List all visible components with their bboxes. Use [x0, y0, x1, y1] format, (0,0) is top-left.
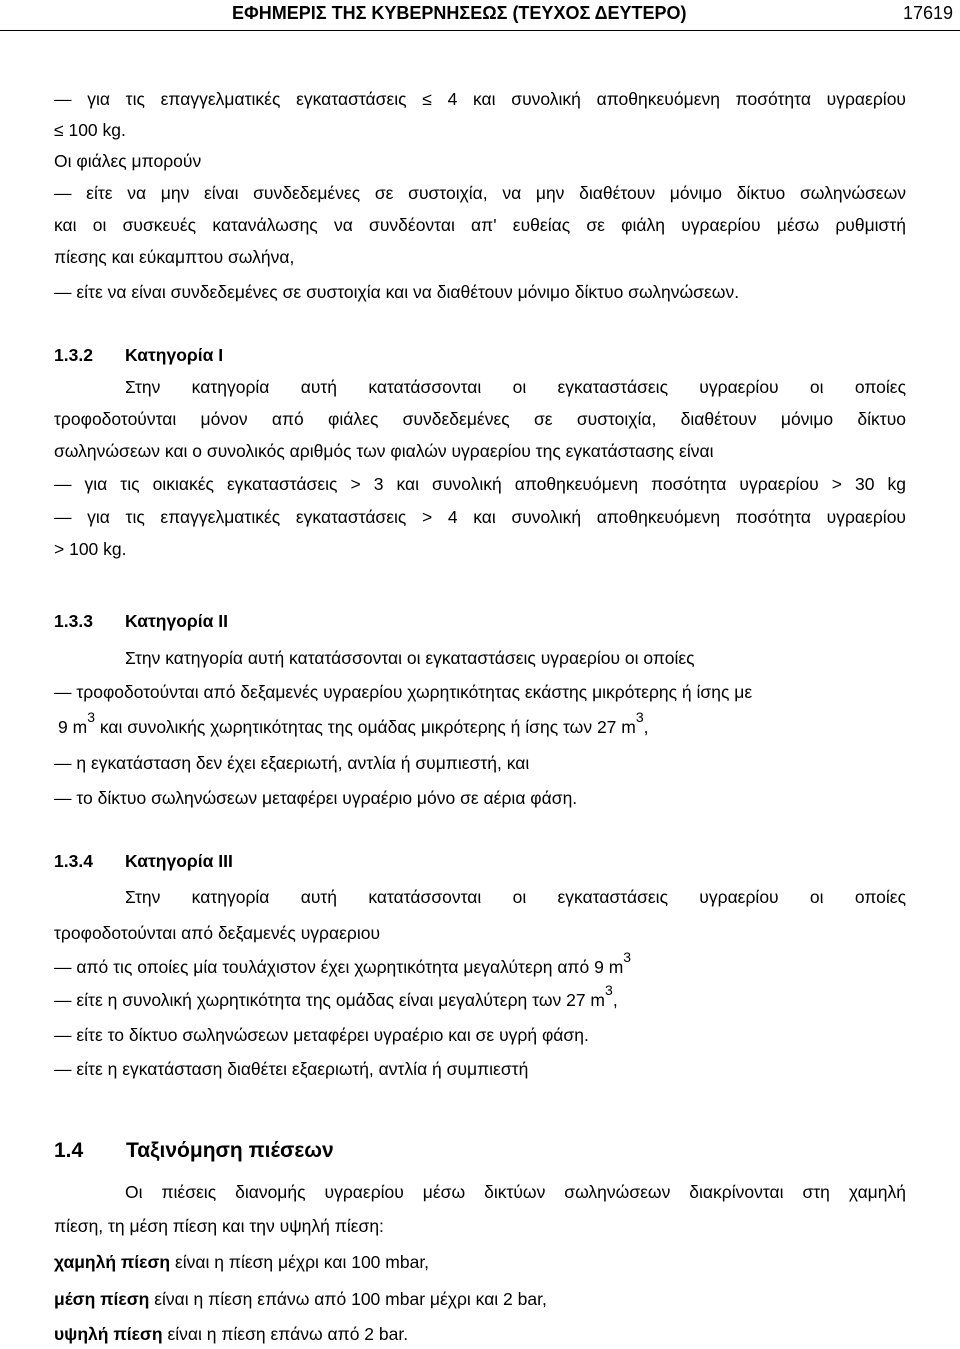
term-low-pressure: χαμηλή πίεση [54, 1252, 171, 1272]
text-run: και συνολικής χωρητικότητας της ομάδας μικρότερης ή ίσης των 27 m [94, 717, 636, 737]
section-number: 1.3.3 [54, 611, 93, 631]
text-run: , [612, 990, 618, 1010]
medium-pressure-definition [54, 1288, 547, 1310]
intro-line-2: ≤ 100 kg. [54, 120, 126, 140]
section-heading-1-3-2 [54, 344, 223, 366]
sec134-line-4 [54, 982, 618, 1011]
definition-text: είναι η πίεση μέχρι και 100 mbar, [170, 1252, 430, 1272]
text-run: 9 m [58, 717, 88, 737]
term-high-pressure: υψηλή πίεση [54, 1324, 163, 1344]
high-pressure-definition [54, 1323, 408, 1345]
section-number: 1.4 [54, 1139, 84, 1162]
page-number: 17619 [902, 3, 953, 23]
sec133-line-5: — το δίκτυο σωληνώσεων μεταφέρει υγραέριο μόνο σε αέρια φάση. [54, 788, 578, 808]
definition-text: είναι η πίεση επάνω από 2 bar. [162, 1324, 409, 1344]
intro-line-1: — για τις επαγγελματικές εγκαταστάσεις ≤ 4 και συνολική αποθηκευόμενη ποσότητα υγραερίου [54, 89, 906, 109]
sec133-line-1: Στην κατηγορία αυτή κατατάσσονται οι εγκαταστάσεις υγραερίου οι οποίες [125, 648, 695, 668]
sec132-line-1: Στην κατηγορία αυτή κατατάσσονται οι εγκαταστάσεις υγραερίου οι οποίες [125, 377, 906, 397]
section-title: Ταξινόμηση πιέσεων [126, 1139, 334, 1162]
sec132-line-5: — για τις επαγγελματικές εγκαταστάσεις > 4 και συνολική αποθηκευόμενη ποσότητα υγραερίου [54, 507, 906, 527]
superscript: 3 [605, 982, 613, 998]
section-heading-1-4 [54, 1138, 334, 1164]
sec132-line-3: σωληνώσεων και ο συνολικός αριθμός των φιαλών υγραερίου της εγκατάστασης είναι [54, 441, 714, 461]
sec134-line-1: Στην κατηγορία αυτή κατατάσσονται οι εγκαταστάσεις υγραερίου οι οποίες [125, 887, 906, 907]
sec134-line-6: — είτε η εγκατάσταση διαθέτει εξαεριωτή, αντλία ή συμπιεστή [54, 1059, 529, 1079]
section-title: Κατηγορία Ι [125, 345, 224, 365]
sec14-line-1: Οι πιέσεις διανομής υγραερίου μέσω δικτύων σωληνώσεων διακρίνονται στη χαμηλή [125, 1182, 906, 1202]
text-run: , [643, 717, 649, 737]
intro-line-6: πίεσης και εύκαμπτου σωλήνα, [54, 247, 295, 267]
section-heading-1-3-4 [54, 850, 233, 872]
superscript: 3 [87, 709, 95, 725]
text-run: — από τις οποίες μία τουλάχιστον έχει χωρητικότητα μεγαλύτερη από 9 m [54, 957, 624, 977]
section-heading-1-3-3 [54, 610, 228, 632]
sec133-line-3 [58, 709, 649, 738]
term-medium-pressure: μέση πίεση [54, 1289, 150, 1309]
sec14-line-2: πίεση, τη μέση πίεση και την υψηλή πίεση: [54, 1216, 384, 1236]
sec134-line-2: τροφοδοτούνται από δεξαμενές υγραεριου [54, 923, 381, 943]
page-header [0, 0, 960, 31]
intro-line-5: και οι συσκευές κατανάλωσης να συνδέονται απ' ευθείας σε φιάλη υγραερίου μέσω ρυθμιστή [54, 215, 906, 235]
superscript: 3 [635, 709, 644, 725]
section-number: 1.3.2 [54, 345, 93, 365]
intro-line-3: Οι φιάλες μπορούν [54, 151, 202, 171]
section-title: Κατηγορία ΙΙΙ [125, 851, 233, 871]
sec132-line-4: — για τις οικιακές εγκαταστάσεις > 3 και συνολική αποθηκευόμενη ποσότητα υγραερίου > 30 kg [54, 474, 906, 494]
text-run: — είτε η συνολική χωρητικότητα της ομάδας είναι μεγαλύτερη των 27 m [54, 990, 606, 1010]
sec132-line-6: > 100 kg. [54, 539, 127, 559]
sec134-line-5: — είτε το δίκτυο σωληνώσεων μεταφέρει υγραέριο και σε υγρή φάση. [54, 1025, 589, 1045]
sec132-line-2: τροφοδοτούνται μόνον από φιάλες συνδεδεμένες σε συστοιχία, διαθέτουν μόνιμο δίκτυο [54, 409, 906, 429]
gazette-title: ΕΦΗΜΕΡΙΣ ΤΗΣ ΚΥΒΕΡΝΗΣΕΩΣ (ΤΕΥΧΟΣ ΔΕΥΤΕΡΟ) [232, 3, 687, 23]
definition-text: είναι η πίεση επάνω από 100 mbar μέχρι και 2 bar, [149, 1289, 547, 1309]
low-pressure-definition [54, 1251, 429, 1273]
section-title: Κατηγορία ΙΙ [125, 611, 228, 631]
sec133-line-2: — τροφοδοτούνται από δεξαμενές υγραερίου χωρητικότητας εκάστης μικρότερης ή ίσης με [54, 682, 753, 702]
intro-line-4: — είτε να μην είναι συνδεδεμένες σε συστοιχία, να μην διαθέτουν μόνιμο δίκτυο σωληνώσεων [54, 183, 906, 203]
section-number: 1.3.4 [54, 851, 93, 871]
intro-line-7: — είτε να είναι συνδεδεμένες σε συστοιχία και να διαθέτουν μόνιμο δίκτυο σωληνώσεων. [54, 282, 740, 302]
sec133-line-4: — η εγκατάσταση δεν έχει εξαεριωτή, αντλία ή συμπιεστή, και [54, 753, 530, 773]
superscript: 3 [623, 949, 632, 965]
sec134-line-3 [54, 949, 632, 978]
